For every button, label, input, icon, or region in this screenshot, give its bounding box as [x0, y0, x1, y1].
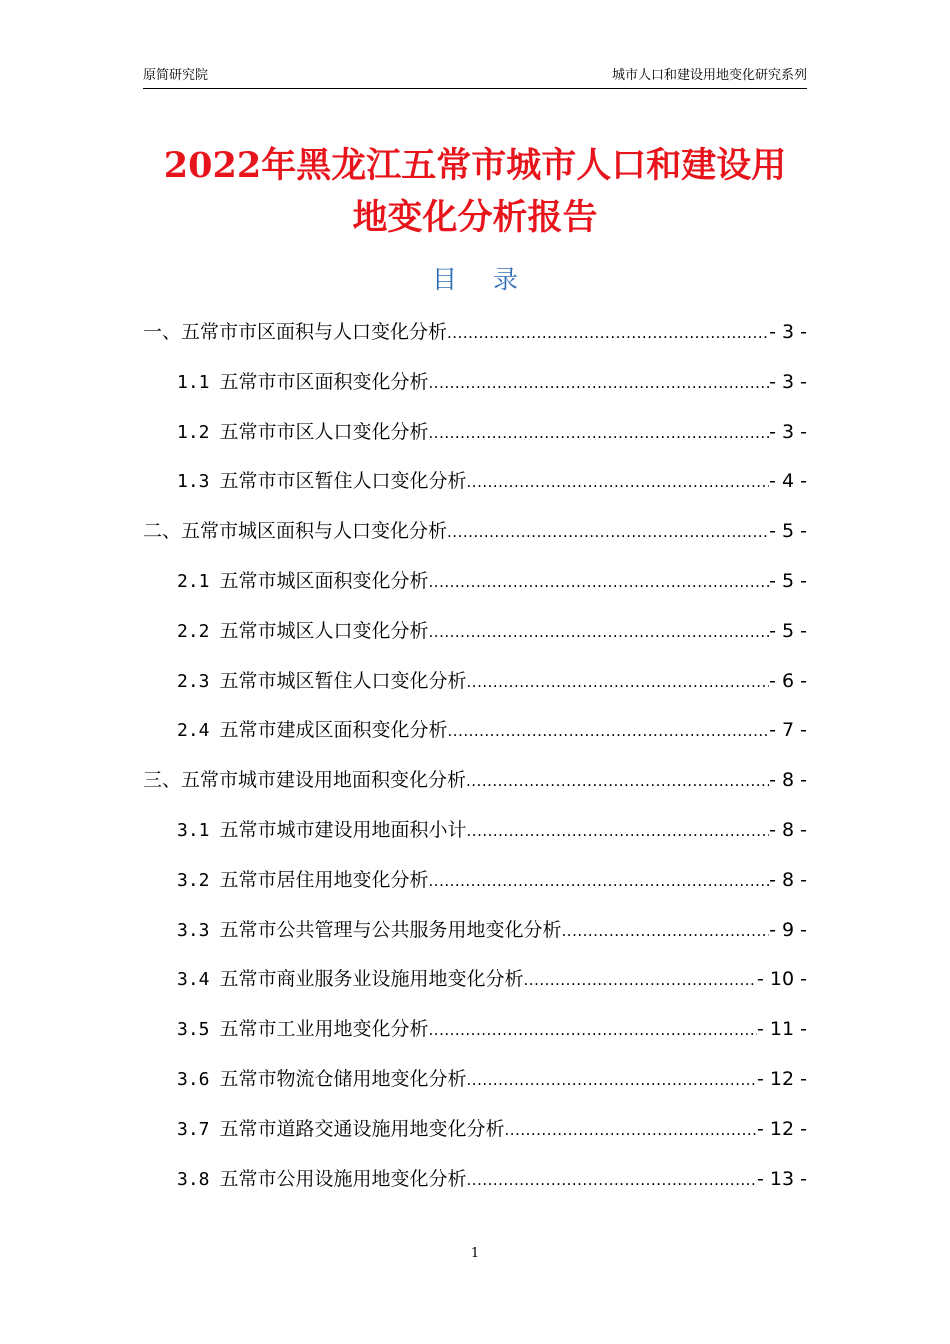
toc-entry-text: 五常市道路交通设施用地变化分析 — [219, 1117, 505, 1140]
toc-entry-text: 一、五常市市区面积与人口变化分析 — [143, 321, 448, 343]
toc-entry-text: 五常市市区人口变化分析 — [219, 420, 429, 443]
toc-entry-number: 3.2 — [177, 869, 210, 891]
toc-entry-number: 3.7 — [177, 1118, 210, 1140]
toc-entry-page: - 5 - — [769, 619, 807, 642]
toc-entry-page: - 3 - — [769, 420, 807, 443]
page-header — [143, 66, 807, 89]
toc-entry-text: 五常市建成区面积变化分析 — [219, 719, 448, 742]
toc-leader-dots — [429, 359, 770, 409]
toc-entry-number: 3.8 — [177, 1168, 210, 1190]
toc-entry[interactable] — [143, 856, 807, 906]
toc-entry-page: - 13 - — [757, 1167, 807, 1190]
toc-entry[interactable] — [143, 1055, 807, 1105]
toc-entry-text: 三、五常市城市建设用地面积变化分析 — [143, 769, 467, 792]
toc-entry-page: - 6 - — [769, 669, 807, 692]
toc-entry-number: 2.4 — [177, 720, 210, 742]
toc-entry-text: 五常市市区面积变化分析 — [219, 370, 429, 393]
toc-entry-text: 五常市工业用地变化分析 — [219, 1018, 429, 1041]
toc-leader-dots — [466, 757, 769, 807]
toc-entry-page: - 12 - — [757, 1067, 807, 1090]
toc-entry-text: 五常市居住用地变化分析 — [219, 868, 429, 891]
toc-entry-text: 五常市城市建设用地面积小计 — [219, 818, 467, 841]
toc-entry-page: - 9 - — [769, 918, 807, 941]
toc-entry-page: - 12 - — [757, 1117, 807, 1140]
toc-entry[interactable] — [143, 408, 807, 458]
toc-leader-dots — [429, 1006, 758, 1056]
toc-entry-number: 2.2 — [177, 620, 210, 642]
toc-entry-text: 五常市城区面积变化分析 — [219, 569, 429, 592]
toc-entry-page: - 8 - — [769, 769, 807, 792]
toc-entry[interactable] — [143, 1105, 807, 1155]
toc-entry-page: - 11 - — [757, 1018, 807, 1041]
toc-entry-page: - 5 - — [769, 569, 807, 592]
toc-entry[interactable] — [143, 607, 807, 657]
toc-leader-dots — [448, 707, 770, 757]
toc-entry-number: 3.4 — [177, 969, 210, 991]
toc-entry-text: 五常市城区暂住人口变化分析 — [219, 669, 467, 692]
toc-entry-text: 五常市物流仓储用地变化分析 — [219, 1067, 467, 1090]
toc-entry-page: - 5 - — [769, 520, 807, 543]
toc-entry[interactable] — [143, 706, 807, 756]
toc-entry-text: 五常市公用设施用地变化分析 — [219, 1167, 467, 1190]
toc-entry-number: 1.3 — [177, 471, 210, 493]
document-title-line-1: 2022年黑龙江五常市城市人口和建设用 — [163, 145, 787, 186]
header-series-title: 城市人口和建设用地变化研究系列 — [611, 68, 807, 83]
toc-entry-page: - 7 - — [769, 719, 807, 742]
toc-entry-page: - 8 - — [769, 868, 807, 891]
toc-leader-dots — [467, 1056, 758, 1106]
toc-leader-dots — [429, 608, 770, 658]
toc-entry[interactable] — [143, 806, 807, 856]
toc-entry[interactable] — [143, 358, 807, 408]
toc-entry-number: 1.2 — [177, 421, 210, 443]
toc-leader-dots — [562, 907, 770, 957]
toc-entry[interactable] — [143, 557, 807, 607]
toc-entry-number: 1.1 — [177, 371, 210, 393]
document-title — [100, 140, 850, 244]
toc-leader-dots — [429, 409, 770, 459]
toc-entry-text: 五常市公共管理与公共服务用地变化分析 — [219, 918, 562, 941]
toc-entry-text: 五常市市区暂住人口变化分析 — [219, 470, 467, 493]
toc-entry-number: 3.1 — [177, 819, 210, 841]
toc-entry-page: - 3 - — [769, 321, 807, 343]
toc-entry-number: 2.1 — [177, 570, 210, 592]
toc-leader-dots — [429, 558, 770, 608]
toc-entry-number: 3.3 — [177, 919, 210, 941]
table-of-contents — [143, 308, 807, 1204]
toc-entry[interactable] — [143, 657, 807, 707]
toc-leader-dots — [447, 309, 769, 359]
toc-entry[interactable] — [143, 1005, 807, 1055]
toc-leader-dots — [505, 1106, 758, 1156]
toc-entry-text: 五常市商业服务业设施用地变化分析 — [219, 968, 524, 991]
toc-entry[interactable] — [143, 955, 807, 1005]
toc-leader-dots — [467, 658, 770, 708]
toc-entry[interactable] — [143, 507, 807, 557]
toc-entry-page: - 8 - — [769, 818, 807, 841]
toc-entry[interactable] — [143, 756, 807, 806]
toc-entry-text: 二、五常市城区面积与人口变化分析 — [143, 520, 448, 543]
toc-entry-page: - 4 - — [769, 470, 807, 493]
toc-entry[interactable] — [143, 906, 807, 956]
toc-entry-page: - 10 - — [757, 968, 807, 991]
toc-leader-dots — [467, 1156, 758, 1206]
toc-entry[interactable] — [143, 308, 807, 358]
toc-entry-number: 3.6 — [177, 1068, 210, 1090]
toc-leader-dots — [447, 508, 769, 558]
toc-heading: 目 录 — [432, 265, 532, 294]
toc-leader-dots — [467, 458, 770, 508]
toc-entry-text: 五常市城区人口变化分析 — [219, 619, 429, 642]
toc-leader-dots — [524, 956, 758, 1006]
page-number: 1 — [470, 1246, 480, 1261]
toc-entry-number: 2.3 — [177, 670, 210, 692]
toc-entry-number: 3.5 — [177, 1019, 210, 1041]
toc-leader-dots — [429, 857, 770, 907]
toc-leader-dots — [467, 807, 770, 857]
header-organization: 原简研究院 — [143, 68, 209, 83]
toc-entry[interactable] — [143, 1155, 807, 1205]
toc-entry[interactable] — [143, 457, 807, 507]
document-title-line-2: 地变化分析报告 — [352, 197, 598, 238]
toc-entry-page: - 3 - — [769, 370, 807, 393]
